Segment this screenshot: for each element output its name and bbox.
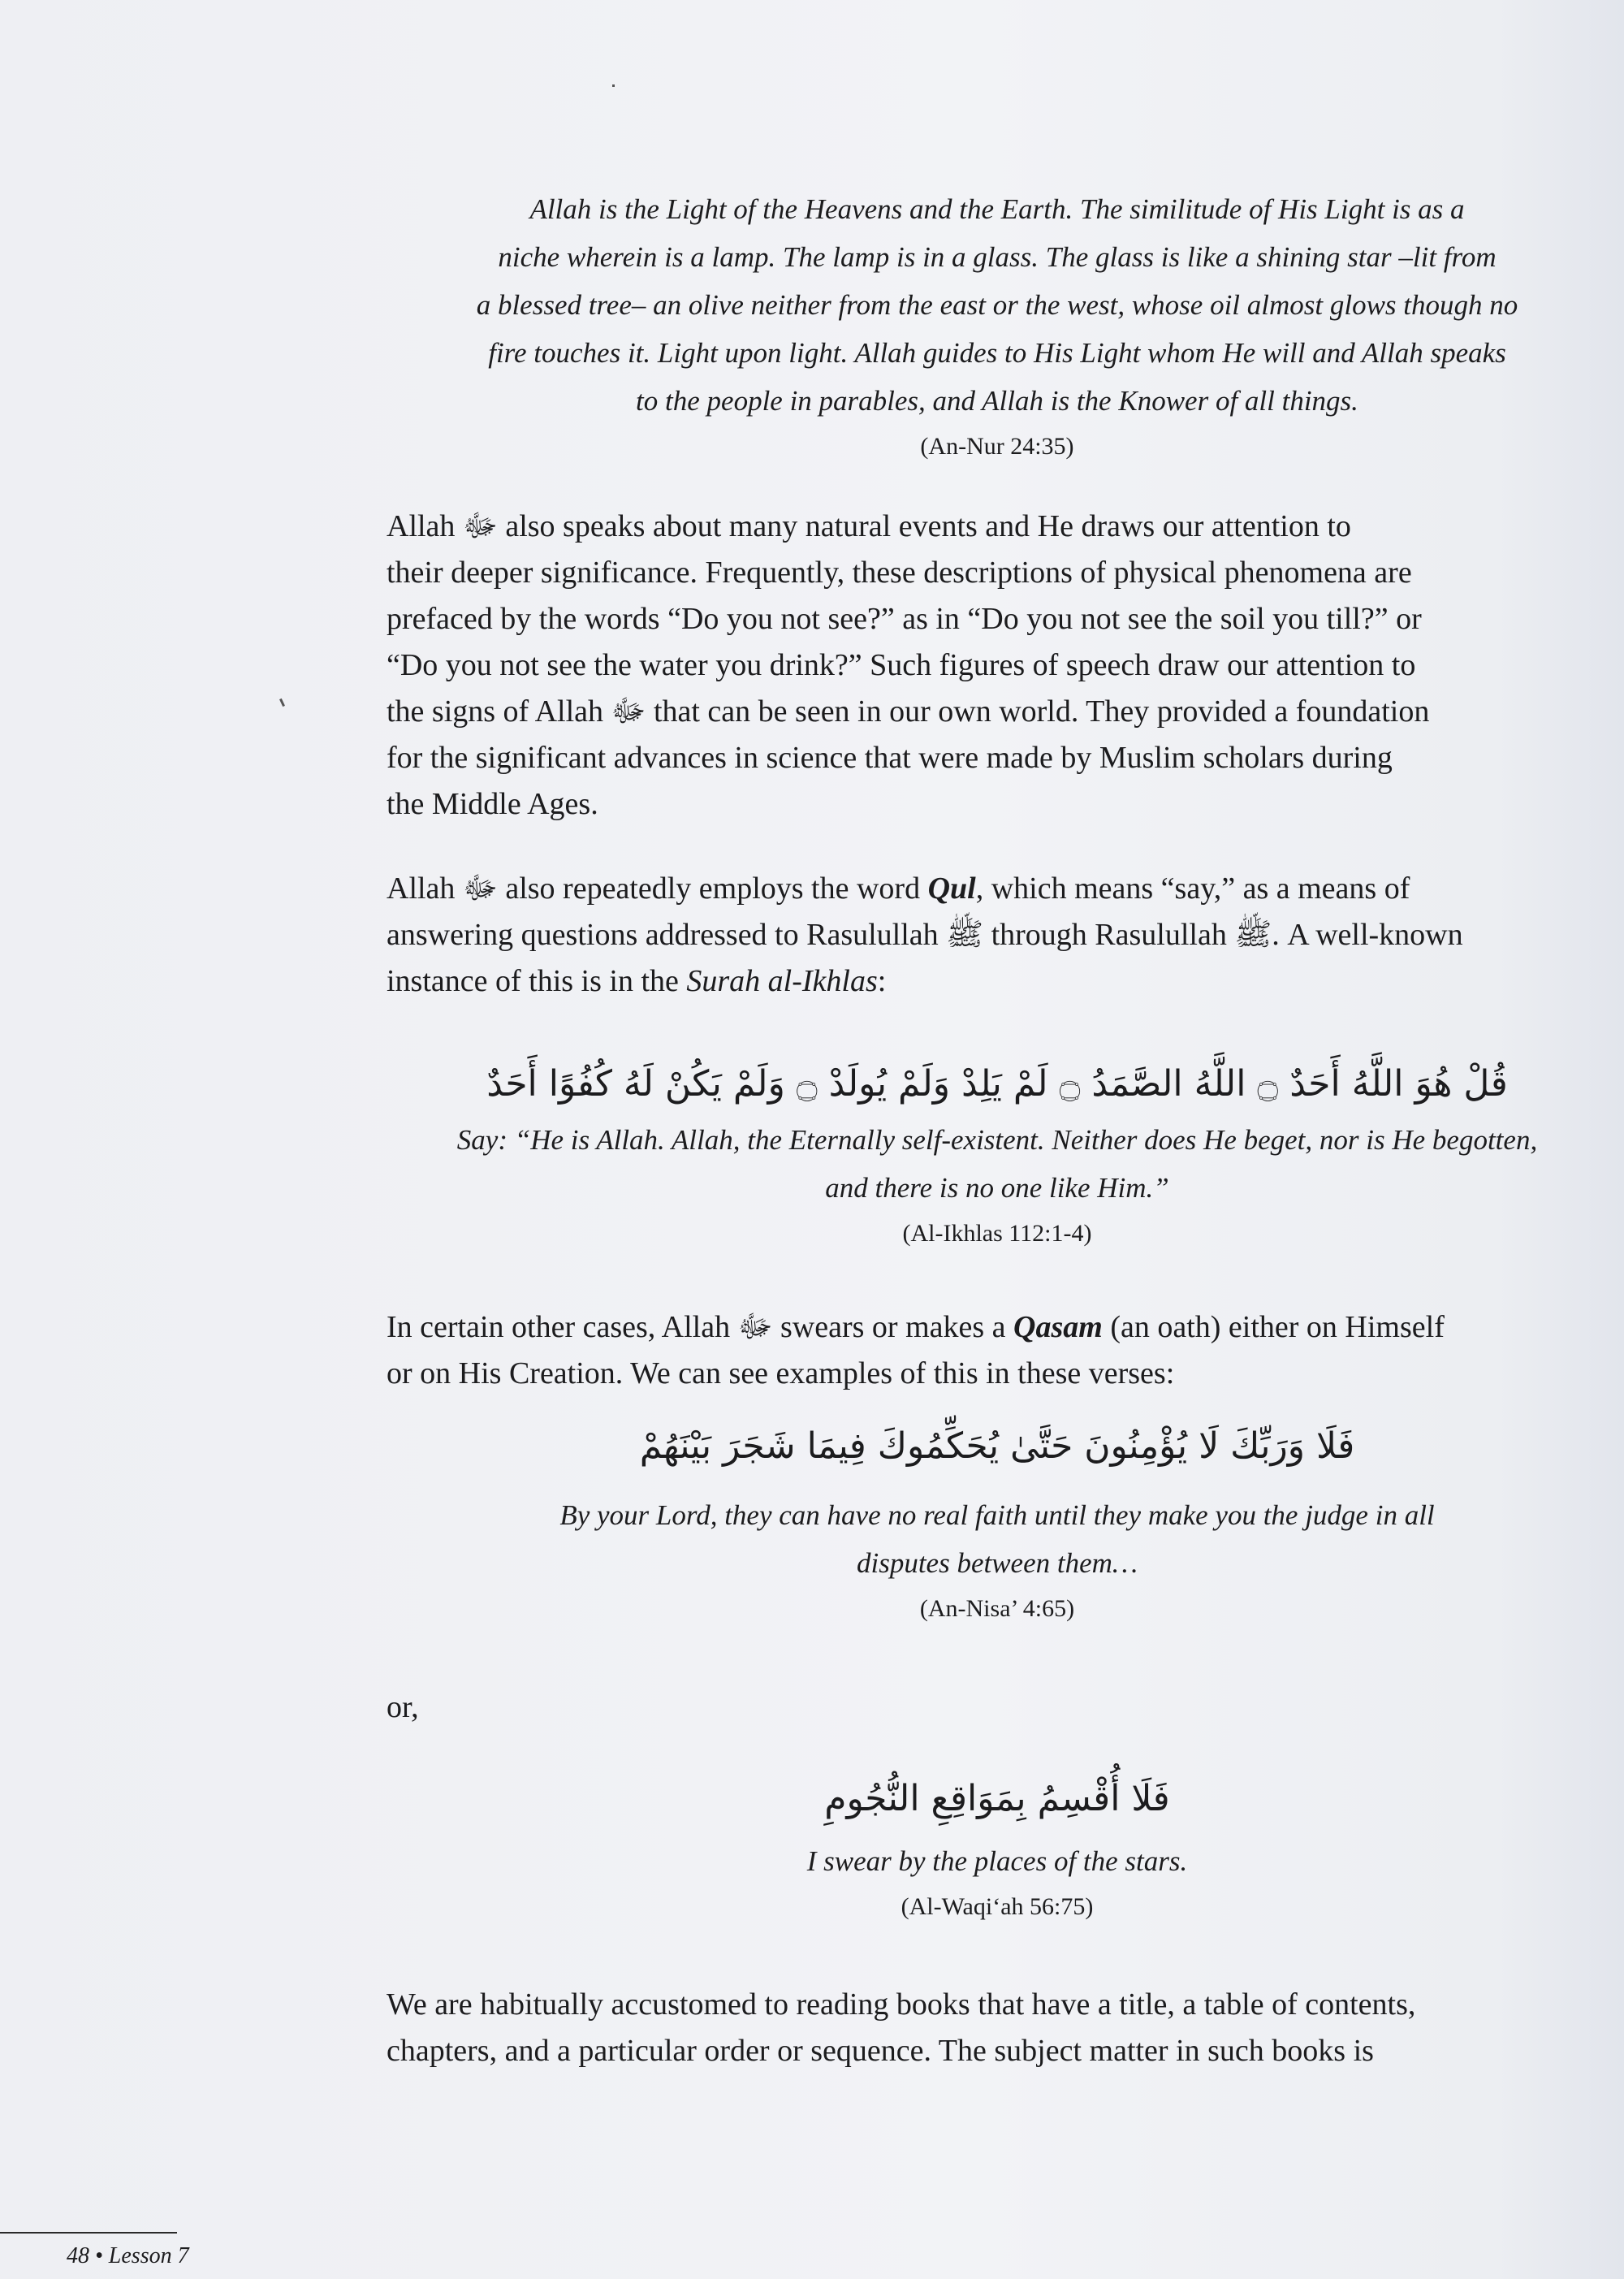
paragraph-line: or, [387,1690,419,1724]
quote-line: and there is no one like Him.” [825,1172,1169,1204]
print-speck [612,84,615,87]
quote-an-nur [387,185,1608,465]
paragraph-books [387,1982,1608,2074]
paragraph-line: chapters, and a particular order or sequence. The subject matter in such books is [387,2034,1374,2068]
arabic-verse: قُلْ هُوَ اللَّهُ أَحَدٌ ۝ اللَّهُ الصَّمَدُ ۝ لَمْ يَلِدْ وَلَمْ يُولَدْ ۝ وَلَمْ يَكُنْ لَهُ كُفُوًا أَحَدٌ [486,1063,1508,1105]
quote-line: I swear by the places of the stars. [806,1845,1188,1877]
paragraph-line: or on His Creation. We can see examples of this in these verses: [387,1356,1175,1390]
arabic-verse: فَلَا أُقْسِمُ بِمَوَاقِعِ النُّجُومِ [824,1778,1170,1819]
quote-citation: (Al-Ikhlas 112:1-4) [902,1220,1092,1247]
paragraph-natural-events [387,504,1608,828]
quote-al-waqiah [387,1771,1608,1926]
paragraph-qasam [387,1304,1608,1397]
text-segment: : [877,964,887,998]
paragraph-line: for the significant advances in science that were made by Muslim scholars during [387,741,1393,775]
paragraph-line: the signs of Allah ﷻ that can be seen in our own world. They provided a foundation [387,694,1430,729]
footer-rule [0,2232,177,2234]
quote-line: Allah is the Light of the Heavens and the Earth. The similitude of His Light is as a [529,193,1465,225]
text-segment: (an oath) either on Himself [1102,1310,1445,1344]
paragraph-line [387,958,1608,1005]
text-segment: , which means “say,” as a means of [975,871,1410,906]
quote-citation: (An-Nisa’ 4:65) [919,1595,1075,1622]
paragraph-line: We are habitually accustomed to reading books that have a title, a table of contents, [387,1987,1416,2022]
paragraph-or [387,1684,1608,1731]
quote-al-ikhlas [387,1056,1608,1252]
paragraph-line [387,1304,1608,1351]
text-segment: Allah ﷻ also repeatedly employs the word [387,871,928,906]
quote-citation: (An-Nur 24:35) [920,433,1074,460]
print-speck [279,698,285,707]
paragraph-line [387,866,1608,912]
paragraph-line: Allah ﷻ also speaks about many natural events and He draws our attention to [387,509,1351,543]
paragraph-line: “Do you not see the water you drink?” Such figures of speech draw our attention to [387,648,1416,682]
paragraph-qul [387,866,1608,1005]
text-segment: instance of this is in the [387,964,687,998]
quote-line: disputes between them… [856,1547,1138,1579]
quote-line: fire touches it. Light upon light. Allah guides to His Light whom He will and Allah speaks [488,337,1506,369]
quote-line: a blessed tree– an olive neither from the east or the west, whose oil almost glows though no [476,289,1518,321]
quote-line: to the people in parables, and Allah is the Knower of all things. [636,385,1358,417]
paragraph-line: their deeper significance. Frequently, these descriptions of physical phenomena are [387,556,1412,590]
quote-an-nisa [387,1418,1608,1628]
paragraph-line: prefaced by the words “Do you not see?” as in “Do you not see the soil you till?” or [387,602,1422,636]
quote-line: niche wherein is a lamp. The lamp is in a glass. The glass is like a shining star –lit from [498,241,1497,273]
term-qul: Qul [927,871,976,906]
term-qasam: Qasam [1013,1310,1103,1344]
paragraph-line: answering questions addressed to Rasulullah ﷺ through Rasulullah ﷺ. A well-known [387,918,1463,952]
paragraph-line: the Middle Ages. [387,787,598,821]
page-footer: 48 • Lesson 7 [67,2243,189,2268]
quote-line: By your Lord, they can have no real faith until they make you the judge in all [559,1499,1435,1531]
quote-line: Say: “He is Allah. Allah, the Eternally self-existent. Neither does He beget, nor is He begotten, [456,1124,1538,1156]
surah-name: Surah al-Ikhlas [686,964,878,998]
arabic-verse: فَلَا وَرَبِّكَ لَا يُؤْمِنُونَ حَتَّىٰ يُحَكِّمُوكَ فِيمَا شَجَرَ بَيْنَهُمْ [639,1425,1355,1467]
quote-citation: (Al-Waqi‘ah 56:75) [901,1893,1094,1920]
text-segment: In certain other cases, Allah ﷻ swears or makes a [387,1310,1014,1344]
